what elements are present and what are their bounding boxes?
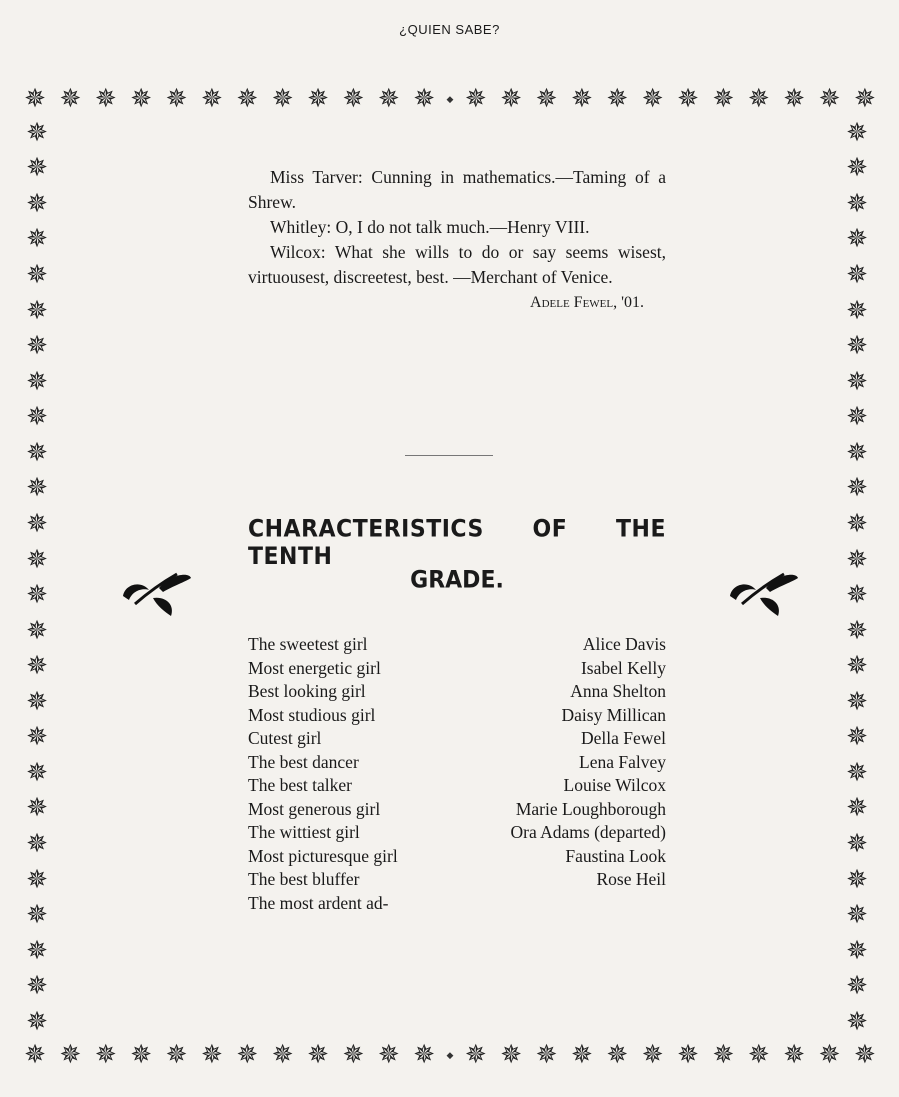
trait: The sweetest girl xyxy=(248,634,368,654)
student-name: Marie Loughborough xyxy=(515,798,666,819)
star-ornament-icon: ✵ xyxy=(26,153,48,184)
student-name: Lena Falvey xyxy=(579,751,666,772)
star-ornament-icon: ✵ xyxy=(846,580,868,611)
star-ornament-icon: ✵ xyxy=(26,1006,48,1037)
star-ornament-icon: ✵ xyxy=(26,295,48,326)
border-center-ornament-icon: ◆ xyxy=(446,1049,454,1060)
star-ornament-icon: ✵ xyxy=(571,84,593,114)
star-ornament-icon: ✵ xyxy=(846,1006,868,1037)
border-bottom xyxy=(22,1040,878,1070)
star-ornament-icon: ✵ xyxy=(26,864,48,895)
student-name: Isabel Kelly xyxy=(580,657,666,678)
star-ornament-icon: ✵ xyxy=(26,580,48,611)
star-ornament-icon: ✵ xyxy=(307,84,329,114)
star-ornament-icon: ✵ xyxy=(377,1040,400,1070)
star-ornament-icon: ✵ xyxy=(236,84,259,114)
star-ornament-icon: ✵ xyxy=(271,1040,294,1070)
star-ornament-icon: ✵ xyxy=(846,971,868,1002)
star-ornament-icon: ✵ xyxy=(846,722,868,753)
star-ornament-icon: ✵ xyxy=(59,1040,82,1070)
trait: Cutest girl xyxy=(248,728,322,748)
trait: Most generous girl xyxy=(248,798,381,819)
star-ornament-icon: ✵ xyxy=(677,84,699,114)
star-ornament-icon: ✵ xyxy=(26,757,48,788)
star-ornament-icon: ✵ xyxy=(307,1040,329,1070)
star-ornament-icon: ✵ xyxy=(606,84,629,114)
star-ornament-icon: ✵ xyxy=(26,615,48,646)
student-name: Anna Shelton xyxy=(570,681,666,701)
star-ornament-icon: ✵ xyxy=(846,864,868,895)
star-ornament-icon: ✵ xyxy=(846,793,868,824)
leaf-ornament-icon xyxy=(115,560,195,620)
quotes-block xyxy=(248,165,666,315)
star-ornament-icon: ✵ xyxy=(747,84,770,114)
student-name: Daisy Millican xyxy=(561,704,666,725)
star-ornament-icon: ✵ xyxy=(846,366,868,397)
star-ornament-icon: ✵ xyxy=(342,1040,365,1070)
star-ornament-icon: ✵ xyxy=(94,84,117,114)
star-ornament-icon: ✵ xyxy=(413,1040,436,1070)
star-ornament-icon: ✵ xyxy=(26,331,48,362)
list-item xyxy=(248,892,666,916)
star-ornament-icon: ✵ xyxy=(26,473,48,504)
section-divider xyxy=(405,455,493,456)
star-ornament-icon: ✵ xyxy=(747,1040,770,1070)
star-ornament-icon: ✵ xyxy=(26,722,48,753)
border-left xyxy=(22,115,52,1040)
leaf-ornament-icon xyxy=(722,560,802,620)
student-name: Ora Adams (departed) xyxy=(510,822,666,842)
star-ornament-icon: ✵ xyxy=(846,615,868,646)
star-ornament-icon: ✵ xyxy=(846,260,868,291)
star-ornament-icon: ✵ xyxy=(94,1040,117,1070)
star-ornament-icon: ✵ xyxy=(846,473,868,504)
border-top xyxy=(22,84,878,114)
star-ornament-icon: ✵ xyxy=(26,793,48,824)
section-title: CHARACTERISTICS OF THE TENTH xyxy=(248,515,666,571)
star-ornament-icon: ✵ xyxy=(24,1040,46,1070)
star-ornament-icon: ✵ xyxy=(464,1040,487,1070)
star-ornament-icon: ✵ xyxy=(236,1040,259,1070)
star-ornament-icon: ✵ xyxy=(271,84,294,114)
student-name: Della Fewel xyxy=(580,728,666,748)
border-right xyxy=(842,115,872,1040)
star-ornament-icon: ✵ xyxy=(846,331,868,362)
list-item xyxy=(248,633,666,657)
star-ornament-icon: ✵ xyxy=(846,402,868,433)
star-ornament-icon: ✵ xyxy=(846,757,868,788)
star-ornament-icon: ✵ xyxy=(26,437,48,468)
star-ornament-icon: ✵ xyxy=(165,1040,188,1070)
star-ornament-icon: ✵ xyxy=(26,651,48,682)
star-ornament-icon: ✵ xyxy=(130,1040,153,1070)
trait: Most picturesque girl xyxy=(248,845,398,866)
star-ornament-icon: ✵ xyxy=(342,84,365,114)
list-item xyxy=(248,727,666,751)
quote-wilcox: Wilcox: What she wills to do or say seems wisest, virtuousest, discreetest, best. —Merchant of Venice. xyxy=(248,242,666,287)
star-ornament-icon: ✵ xyxy=(26,508,48,539)
star-ornament-icon: ✵ xyxy=(846,544,868,575)
star-ornament-icon: ✵ xyxy=(26,900,48,931)
star-ornament-icon: ✵ xyxy=(783,1040,806,1070)
section-title-line2: GRADE. xyxy=(410,566,504,595)
list-item xyxy=(248,798,666,822)
star-ornament-icon: ✵ xyxy=(846,295,868,326)
star-ornament-icon: ✵ xyxy=(846,829,868,860)
star-ornament-icon: ✵ xyxy=(413,84,436,114)
star-ornament-icon: ✵ xyxy=(854,1040,876,1070)
signature: Adele Fewel, '01. xyxy=(530,294,644,311)
star-ornament-icon: ✵ xyxy=(571,1040,593,1070)
star-ornament-icon: ✵ xyxy=(26,544,48,575)
star-ornament-icon: ✵ xyxy=(854,84,876,114)
list-item xyxy=(248,680,666,704)
star-ornament-icon: ✵ xyxy=(846,188,868,219)
quote-tarver: Miss Tarver: Cunning in mathematics.—Taming of a Shrew. xyxy=(248,167,666,212)
student-name: Rose Heil xyxy=(596,869,666,889)
star-ornament-icon: ✵ xyxy=(677,1040,699,1070)
star-ornament-icon: ✵ xyxy=(200,84,223,114)
border-center-ornament-icon: ◆ xyxy=(446,93,454,104)
trait: The wittiest girl xyxy=(248,822,360,842)
star-ornament-icon: ✵ xyxy=(130,84,153,114)
running-head: ¿QUIEN SABE? xyxy=(399,22,500,37)
trait: The most ardent ad- xyxy=(248,892,389,913)
star-ornament-icon: ✵ xyxy=(818,1040,841,1070)
star-ornament-icon: ✵ xyxy=(641,1040,664,1070)
list-item xyxy=(248,774,666,798)
star-ornament-icon: ✵ xyxy=(846,117,868,148)
student-name: Louise Wilcox xyxy=(563,775,666,795)
student-name: Alice Davis xyxy=(582,634,666,654)
star-ornament-icon: ✵ xyxy=(712,1040,735,1070)
star-ornament-icon: ✵ xyxy=(165,84,188,114)
star-ornament-icon: ✵ xyxy=(59,84,82,114)
star-ornament-icon: ✵ xyxy=(26,366,48,397)
trait: The best bluffer xyxy=(248,869,360,889)
trait: Most energetic girl xyxy=(248,657,381,678)
star-ornament-icon: ✵ xyxy=(500,84,523,114)
star-ornament-icon: ✵ xyxy=(26,935,48,966)
characteristics-list xyxy=(248,633,666,915)
star-ornament-icon: ✵ xyxy=(846,686,868,717)
star-ornament-icon: ✵ xyxy=(26,224,48,255)
star-ornament-icon: ✵ xyxy=(26,260,48,291)
star-ornament-icon: ✵ xyxy=(26,188,48,219)
student-name: Faustina Look xyxy=(565,845,666,866)
star-ornament-icon: ✵ xyxy=(26,686,48,717)
star-ornament-icon: ✵ xyxy=(377,84,400,114)
trait: Best looking girl xyxy=(248,681,366,701)
star-ornament-icon: ✵ xyxy=(26,402,48,433)
list-item xyxy=(248,821,666,845)
star-ornament-icon: ✵ xyxy=(846,935,868,966)
star-ornament-icon: ✵ xyxy=(26,829,48,860)
list-item xyxy=(248,704,666,728)
star-ornament-icon: ✵ xyxy=(846,508,868,539)
trait: The best dancer xyxy=(248,751,359,772)
list-item xyxy=(248,868,666,892)
star-ornament-icon: ✵ xyxy=(846,224,868,255)
star-ornament-icon: ✵ xyxy=(535,84,558,114)
list-item xyxy=(248,845,666,869)
star-ornament-icon: ✵ xyxy=(846,437,868,468)
star-ornament-icon: ✵ xyxy=(606,1040,629,1070)
star-ornament-icon: ✵ xyxy=(464,84,487,114)
trait: Most studious girl xyxy=(248,704,376,725)
star-ornament-icon: ✵ xyxy=(500,1040,523,1070)
star-ornament-icon: ✵ xyxy=(846,900,868,931)
star-ornament-icon: ✵ xyxy=(846,153,868,184)
star-ornament-icon: ✵ xyxy=(26,117,48,148)
star-ornament-icon: ✵ xyxy=(641,84,664,114)
star-ornament-icon: ✵ xyxy=(200,1040,223,1070)
list-item xyxy=(248,751,666,775)
list-item xyxy=(248,657,666,681)
star-ornament-icon: ✵ xyxy=(783,84,806,114)
quote-whitley: Whitley: O, I do not talk much.—Henry VIII. xyxy=(270,217,590,237)
star-ornament-icon: ✵ xyxy=(26,971,48,1002)
star-ornament-icon: ✵ xyxy=(24,84,46,114)
star-ornament-icon: ✵ xyxy=(818,84,841,114)
trait: The best talker xyxy=(248,775,352,795)
star-ornament-icon: ✵ xyxy=(846,651,868,682)
star-ornament-icon: ✵ xyxy=(712,84,735,114)
star-ornament-icon: ✵ xyxy=(535,1040,558,1070)
